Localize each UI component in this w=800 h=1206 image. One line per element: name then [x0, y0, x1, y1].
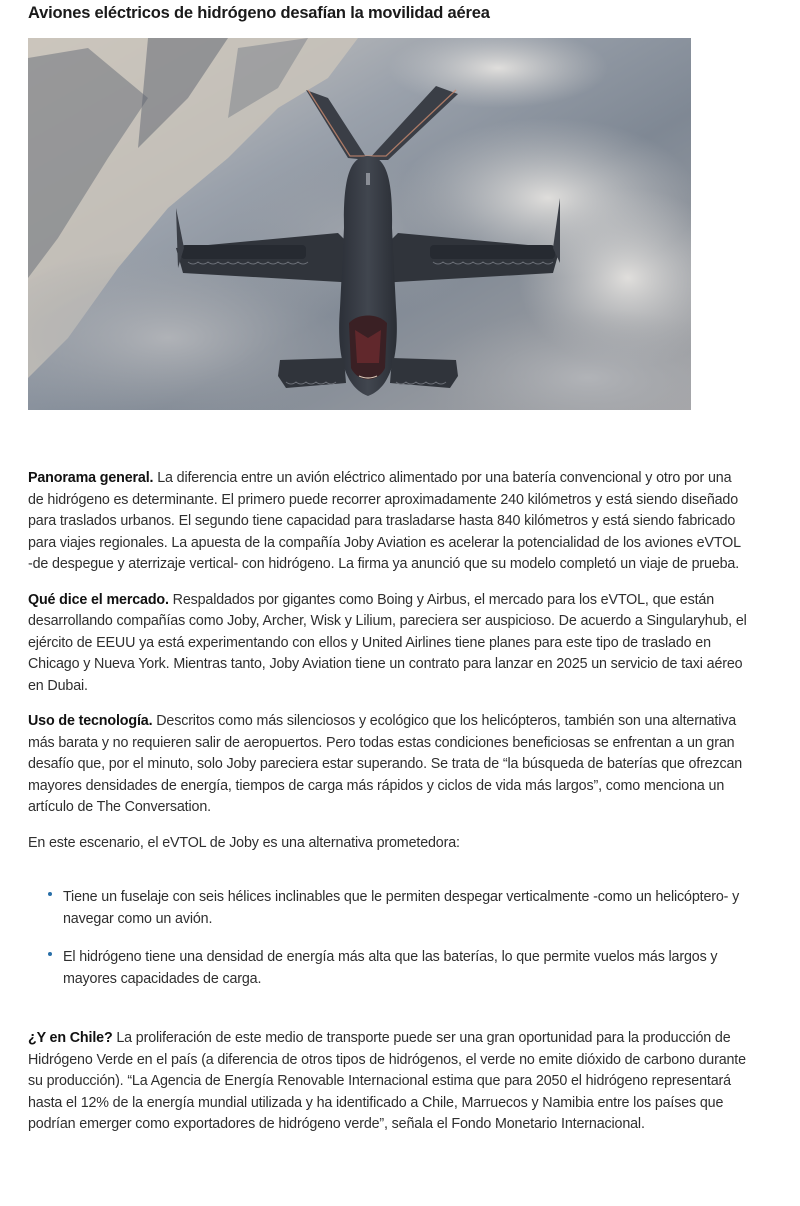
paragraph-chile	[28, 1028, 748, 1136]
bullet-icon	[48, 952, 52, 956]
lead-panorama: Panorama general.	[28, 470, 154, 486]
hero-image	[28, 38, 691, 410]
list-item	[63, 887, 748, 930]
lead-tecnologia: Uso de tecnología.	[28, 713, 153, 729]
lead-chile: ¿Y en Chile?	[28, 1030, 113, 1046]
list-item-text: El hidrógeno tiene una densidad de energía más alta que las baterías, lo que permite vuelos más largos y mayores capacidades de carga.	[63, 949, 718, 987]
article-title: Aviones eléctricos de hidrógeno desafían la movilidad aérea	[28, 4, 490, 22]
paragraph-mercado	[28, 590, 748, 698]
text-chile: La proliferación de este medio de transporte puede ser una gran oportunidad para la producción de Hidrógeno Verde en el país (a diferencia de otros tipos de hidrógenos, el verde no emite dióxido de carbono durante su producción). “La Agencia de Energía Renovable Internacional estima que para 2050 el hidrógeno representará hasta el 12% de la energía mundial utilizada y ha identificado a Chile, Marruecos y Namibia entre los países que podrían emerger como exportadores de hidrógeno verde”, señala el Fondo Monetario Internacional.	[28, 1030, 746, 1132]
bullet-icon	[48, 892, 52, 896]
list-item	[63, 947, 748, 990]
list-item-text: Tiene un fuselaje con seis hélices inclinables que le permiten despegar verticalmente -como un helicóptero- y navegar como un avión.	[63, 889, 740, 927]
list-intro: En este escenario, el eVTOL de Joby es una alternativa prometedora:	[28, 834, 460, 851]
paragraph-tecnologia	[28, 711, 748, 819]
article-body	[28, 468, 748, 1150]
text-tecnologia: Descritos como más silenciosos y ecológico que los helicópteros, también son una alternativa más barata y no requieren salir de aeropuertos. Pero todas estas condiciones beneficiosas se enfrentan a un gran desafío que, por el minuto, solo Joby pareciera estar superando. Se trata de “la búsqueda de baterías que ofrezcan mayores densidades de energía, tiempos de carga más rápidos y ciclos de vida más largos”, como menciona un artículo de The Conversation.	[28, 713, 743, 815]
evtol-aircraft-illustration	[28, 38, 691, 410]
text-panorama: La diferencia entre un avión eléctrico alimentado por una batería convencional y otro por una de hidrógeno es determinante. El primero puede recorrer aproximadamente 240 kilómetros y está siendo diseñado para traslados urbanos. El segundo tiene capacidad para trasladarse hasta 840 kilómetros y está siendo fabricado para viajes regionales. La apuesta de la compañía Joby Aviation es acelerar la potencialidad de los aviones eVTOL -de despegue y aterrizaje vertical- con hidrógeno. La firma ya anunció que su modelo completó un viaje de prueba.	[28, 470, 741, 572]
text-mercado: Respaldados por gigantes como Boing y Airbus, el mercado para los eVTOL, que están desarrollando compañías como Joby, Archer, Wisk y Lilium, pareciera ser auspicioso. De acuerdo a Singularyhub, el ejército de EEUU ya está experimentando con ellos y United Airlines tiene planes para este tipo de traslado en Chicago y Nueva York. Mientras tanto, Joby Aviation tiene un contrato para lanzar en 2025 un servicio de taxi aéreo en Dubai.	[28, 591, 747, 694]
paragraph-panorama	[28, 468, 748, 576]
benefits-list	[28, 887, 748, 990]
lead-mercado: Qué dice el mercado.	[28, 591, 169, 608]
